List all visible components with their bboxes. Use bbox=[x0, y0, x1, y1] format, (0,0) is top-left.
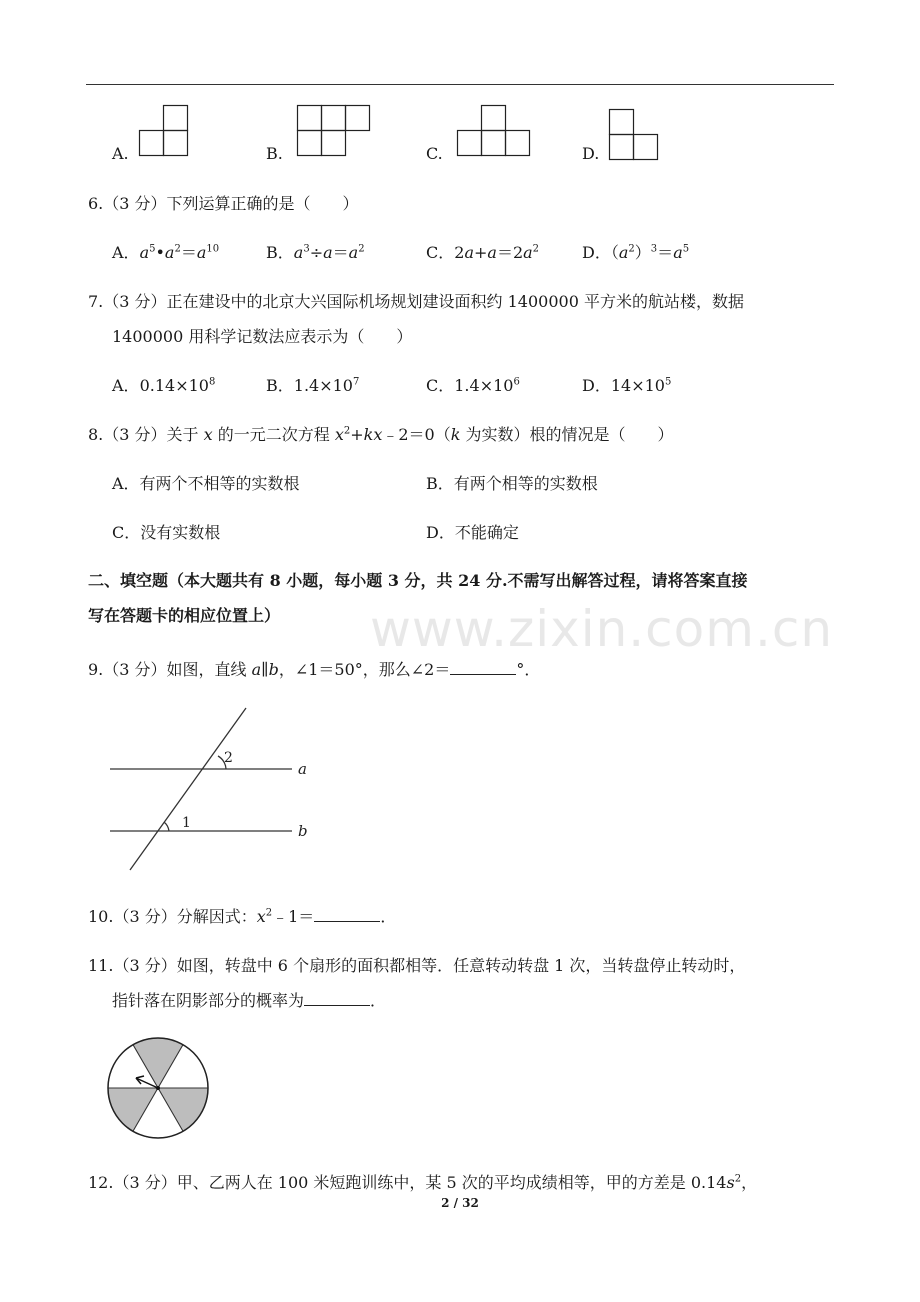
q7-option-a: A．$0.14\times 10^8$ bbox=[112, 376, 216, 395]
q11-answer-blank[interactable] bbox=[304, 991, 370, 1006]
q9-angle-2-label: 2 bbox=[224, 750, 233, 766]
q5-option-a-label: A. bbox=[112, 144, 129, 163]
q8-option-d: D．不能确定 bbox=[426, 523, 519, 542]
page-number: 2 / 32 bbox=[441, 1196, 479, 1210]
header-rule bbox=[86, 84, 834, 85]
q9-line-a-label: a bbox=[298, 760, 307, 778]
q7-option-d: D．$14\times 10^5$ bbox=[582, 376, 672, 395]
q6-stem: 6.（3 分）下列运算正确的是（ ） bbox=[88, 194, 359, 213]
q9-answer-blank[interactable] bbox=[450, 660, 516, 675]
q8-stem: 8.（3 分）关于 x 的一元二次方程 $x^2+kx﹣2=0(k$ 为实数）根的情况是（ ） bbox=[88, 425, 674, 444]
q6-option-b: B．$a^3\div a=a^2$ bbox=[266, 243, 365, 262]
q5-figure-c bbox=[456, 104, 534, 158]
q6-option-c: C．$2a+a=2a^2$ bbox=[426, 243, 540, 262]
q12-stem-line1: 12.（3 分）甲、乙两人在 100 米短跑训练中，某 5 次的平均成绩相等，甲的方差是 $0.14s^2$， bbox=[88, 1173, 758, 1192]
q5-option-b-label: B. bbox=[266, 144, 283, 163]
q5-figure-a bbox=[138, 104, 190, 158]
q9-stem: 9.（3 分）如图，直线 a∥b，∠1＝50°，那么∠2＝ °． bbox=[88, 660, 541, 679]
q8-option-b: B．有两个相等的实数根 bbox=[426, 474, 598, 493]
q5-option-d-label: D. bbox=[582, 144, 600, 163]
section2-heading-line2: 写在答题卡的相应位置上） bbox=[88, 606, 281, 625]
q7-stem-line1: 7.（3 分）正在建设中的北京大兴国际机场规划建设面积约 1400000 平方米的航站楼，数据 bbox=[88, 292, 744, 311]
q5-figure-b bbox=[296, 104, 374, 158]
q9-line-b-label: b bbox=[298, 822, 308, 840]
q9-angle-1-label: 1 bbox=[182, 815, 191, 831]
q7-option-c: C．$1.4\times 10^6$ bbox=[426, 376, 520, 395]
q8-option-a: A．有两个不相等的实数根 bbox=[112, 474, 300, 493]
q6-option-a: A．$a^5•a^2=a^{10}$ bbox=[112, 243, 220, 262]
watermark: www.zixin.com.cn bbox=[370, 600, 834, 658]
q10-answer-blank[interactable] bbox=[314, 907, 380, 922]
q7-stem-line2: 1400000 用科学记数法应表示为（ ） bbox=[112, 327, 413, 346]
q8-option-c: C．没有实数根 bbox=[112, 523, 221, 542]
q6-option-d: D．$(a^2)^3=a^5$ bbox=[582, 243, 690, 262]
section2-heading-line1: 二、填空题（本大题共有 8 小题，每小题 3 分，共 24 分.不需写出解答过程，请将答案直接 bbox=[88, 571, 748, 590]
q5-figure-d bbox=[608, 108, 662, 162]
q9-figure-parallel-lines bbox=[100, 700, 330, 880]
q11-stem-line2: 指针落在阴影部分的概率为 ． bbox=[112, 991, 387, 1010]
q11-stem-line1: 11.（3 分）如图，转盘中 6 个扇形的面积都相等．任意转动转盘 1 次，当转盘停止转动时， bbox=[88, 956, 746, 975]
q7-option-b: B．$1.4\times 10^7$ bbox=[266, 376, 360, 395]
q10-stem: 10.（3 分）分解因式：$x^2﹣1=$ ． bbox=[88, 907, 397, 926]
q11-figure-spinner bbox=[106, 1036, 210, 1140]
q5-option-c-label: C. bbox=[426, 144, 443, 163]
